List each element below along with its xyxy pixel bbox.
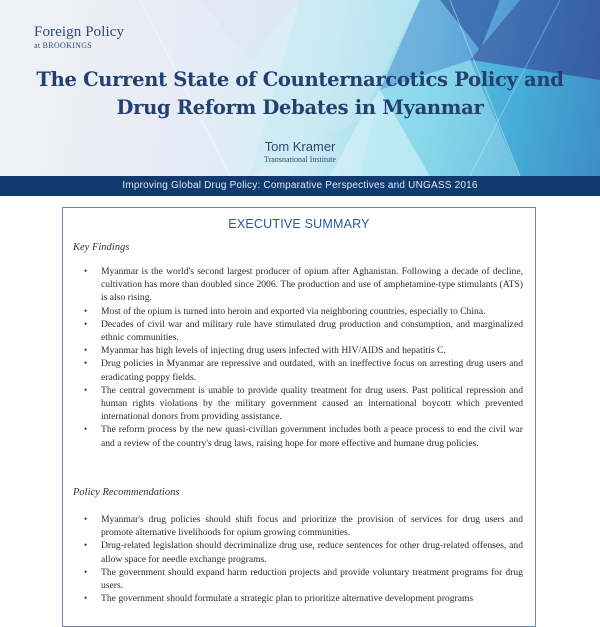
list-item: • Myanmar's drug policies should shift focus and prioritize the provision of services for drug users and promote alternative livelihoods for opium growing communities.: [84, 514, 523, 539]
list-item: • The reform process by the new quasi-civilian government includes both a peace process to end the civil war and a review of the country's drug laws, raising hope for more effective and humane drug policies.: [84, 424, 523, 449]
bullet-icon: •: [84, 318, 88, 329]
list-item: • Decades of civil war and military rule have stimulated drug production and consumption, and marginalized ethnic communities.: [84, 318, 523, 344]
bullet-icon: •: [84, 540, 88, 551]
list-item: • Drug policies in Myanmar are repressive and outdated, with an ineffective focus on arresting drug users and eradicating poppy fields.: [84, 358, 523, 383]
bullet-icon: •: [84, 305, 88, 316]
bullet-icon: •: [84, 424, 88, 435]
bullet-icon: •: [84, 514, 88, 524]
bullet-icon: •: [84, 566, 88, 577]
policy-recommendations-label: Policy Recommendations: [73, 487, 180, 498]
brand-subtitle: at BROOKINGS: [34, 41, 93, 50]
document-title: [0, 66, 600, 122]
author-name: Tom Kramer: [264, 139, 336, 154]
list-item: • The government should formulate a strategic plan to prioritize alternative development programs: [84, 593, 474, 605]
brand-name: Foreign Policy: [34, 24, 125, 40]
list-item: • Most of the opium is turned into heroin and exported via neighboring countries, especially to China.: [84, 305, 486, 317]
list-item: • The central government is unable to provide quality treatment for drug users. Past political repression and human rights violations by the military government caused an international boycott which prevented international donors from providing assistance.: [84, 384, 523, 423]
author-affiliation: Transnational Institute: [264, 155, 336, 164]
bullet-icon: •: [84, 358, 88, 369]
list-item: • Myanmar has high levels of injecting drug users infected with HIV/AIDS and hepatitis C.: [84, 345, 446, 357]
bullet-icon: •: [84, 593, 88, 604]
key-findings-list: [63, 265, 537, 450]
list-item: • Myanmar is the world's second largest producer of opium after Aghanistan. Following a decade of decline, cultivation has more than doubled since 2006. The production and use of amphetamine-type stimulants (ATS) is also rising.: [84, 266, 523, 304]
publisher-logo: [34, 24, 124, 50]
executive-summary-box: [62, 207, 536, 627]
title-line-1: The Current State of Counternarcotics Policy and: [36, 68, 564, 91]
executive-summary-heading: EXECUTIVE SUMMARY: [228, 217, 370, 231]
list-item: • The government should expand harm reduction projects and provide voluntary treatment programs for drug users.: [84, 566, 523, 592]
bullet-icon: •: [84, 384, 88, 395]
policy-recommendations-list: [63, 513, 537, 605]
cover-header: [0, 0, 600, 176]
series-banner: Improving Global Drug Policy: Comparative Perspectives and UNGASS 2016: [0, 176, 600, 196]
title-line-2: Drug Reform Debates in Myanmar: [116, 96, 484, 119]
bullet-icon: •: [84, 345, 88, 356]
list-item: • Drug-related legislation should decriminalize drug use, reduce sentences for other drug-related offenses, and allow space for needle exchange programs.: [84, 540, 523, 565]
bullet-icon: •: [84, 266, 88, 276]
key-findings-label: Key Findings: [73, 242, 130, 253]
